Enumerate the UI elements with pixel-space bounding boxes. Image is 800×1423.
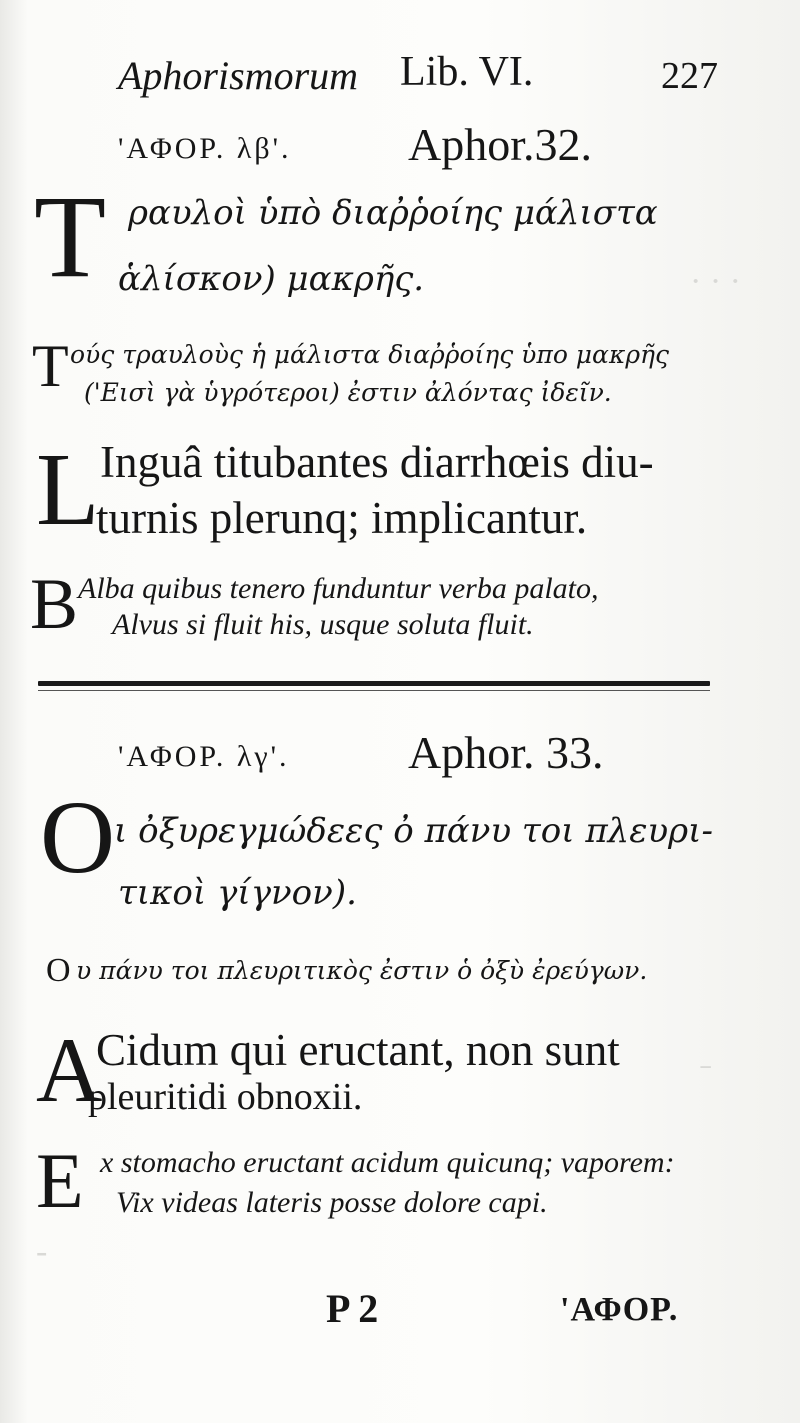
latin-verse-line: Vix videas lateris posse dolore capi. [116, 1186, 548, 1219]
greek-text-line: τικοὶ γίγνον). [118, 873, 357, 913]
greek-text-line: ι ὀξυρεγμώδεες ὀ πάνυ τοι πλευρι- [114, 811, 713, 851]
drop-cap: A [36, 1019, 103, 1121]
greek-paraphrase-line: υ πάνυ τοι πλευριτικὸς ἐστιν ὁ ὀξὺ ἐρεύγων. [76, 956, 648, 985]
greek-heading: 'ΑΦΟΡ. λβ'. [118, 132, 292, 165]
section-divider [38, 681, 710, 686]
latin-translation-line: Cidum qui eructant, non sunt [96, 1025, 620, 1075]
latin-verse-line: Alvus si fluit his, usque soluta fluit. [112, 608, 534, 641]
latin-translation-line: turnis plerunq; implicantur. [96, 493, 588, 543]
greek-paraphrase-line: ούς τραυλοὺς ἡ μάλιστα διαῤῥοίης ὑπο μακρῆς [70, 340, 670, 369]
latin-verse-line: x stomacho eructant acidum quicunq; vaporem: [100, 1146, 675, 1179]
drop-cap: T [34, 171, 107, 302]
greek-heading: 'ΑΦΟΡ. λγ'. [118, 740, 290, 773]
catchword: 'ΑΦΟΡ. [560, 1291, 679, 1328]
greek-paraphrase-line: ('Εισὶ γὰ ὑγρότεροι) ἐστιν ἀλόντας ἰδεῖν. [84, 378, 612, 407]
show-through-mark: · · · [690, 263, 741, 300]
aphorism-32-heading [118, 118, 678, 178]
latin-translation-line: Inguâ titubantes diarrhœis diu- [100, 437, 654, 487]
show-through-mark: - [36, 1233, 48, 1270]
page-footer [320, 1285, 720, 1335]
latin-heading: Aphor.32. [408, 119, 592, 170]
signature-mark: P 2 [326, 1286, 379, 1331]
drop-cap: O [46, 952, 71, 989]
drop-cap: L [36, 432, 100, 547]
latin-translation-line: pleuritidi obnoxii. [88, 1076, 363, 1118]
drop-cap: O [40, 780, 116, 895]
show-through-mark: ˉ [700, 1058, 712, 1095]
latin-verse-line: Alba quibus tenero funduntur verba palato, [78, 572, 599, 605]
book-number: Lib. VI. [400, 49, 534, 95]
greek-text-line: ἁλίσκον) μακρῆς. [118, 259, 425, 299]
running-head [118, 44, 718, 104]
aphorism-33-heading [118, 726, 678, 786]
drop-cap: T [32, 333, 69, 399]
greek-text-line: ραυλοὶ ὑπὸ διαῤῥοίης μάλιστα [128, 193, 658, 233]
latin-heading: Aphor. 33. [408, 727, 604, 778]
running-title: Aphorismorum [118, 53, 359, 98]
page-number: 227 [661, 55, 718, 97]
drop-cap: E [36, 1137, 84, 1224]
drop-cap: B [30, 564, 79, 644]
